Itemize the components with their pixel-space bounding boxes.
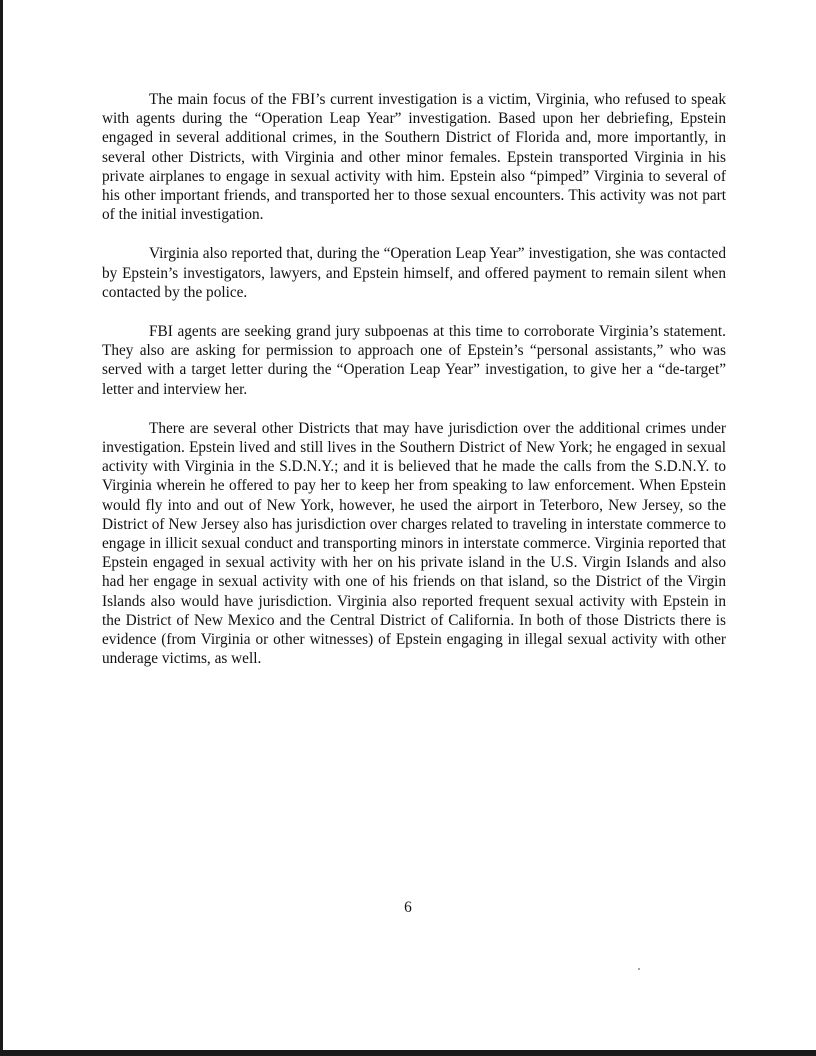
scan-edge-bottom (0, 1050, 816, 1056)
paragraph-subpoenas: FBI agents are seeking grand jury subpoenas at this time to corroborate Virginia’s statement. They also are asking for permission to approach one of Epstein’s “personal assistants,” who was served with a target letter during the “Operation Leap Year” investigation, to give her a “de-target” letter and interview her. (102, 323, 726, 398)
page-number: 6 (404, 899, 412, 916)
paragraph-fbi-focus: The main focus of the FBI’s current investigation is a victim, Virginia, who refused to speak with agents during the “Operation Leap Year” investigation. Based upon her debriefing, Epstein engaged in several additional crimes, in the Southern District of Florida and, more importantly, in several other Districts, with Virginia and other minor females. Epstein transported Virginia in his private airplanes to engage in sexual activity with him. Epstein also “pimped” Virginia to several of his other important friends, and transported her to those sexual encounters. This activity was not part of the initial investigation. (102, 91, 726, 224)
paragraph-payment-offer: Virginia also reported that, during the “Operation Leap Year” investigation, she was contacted by Epstein’s investigators, lawyers, and Epstein himself, and offered payment to remain silent when contacted by the police. (102, 245, 726, 301)
paragraph-jurisdiction: There are several other Districts that may have jurisdiction over the additional crimes under investigation. Epstein lived and still lives in the Southern District of New York; he engaged in sexual activity with Virginia in the S.D.N.Y.; and it is believed that he made the calls from the S.D.N.Y. to Virginia wherein he offered to pay her to keep her from speaking to law enforcement. When Epstein would fly into and out of New York, however, he used the airport in Teterboro, New Jersey, so the District of New Jersey also has jurisdiction over charges related to traveling in interstate commerce to engage in illicit sexual conduct and transporting minors in interstate commerce. Virginia reported that Epstein engaged in sexual activity with her on his private island in the U.S. Virgin Islands and also had her engage in sexual activity with one of his friends on that island, so the District of the Virgin Islands also would have jurisdiction. Virginia also reported frequent sexual activity with Epstein in the District of New Mexico and the Central District of California. In both of those Districts there is evidence (from Virginia or other witnesses) of Epstein engaging in illegal sexual activity with other underage victims, as well. (102, 419, 726, 668)
scan-speck (638, 968, 640, 970)
document-body (102, 90, 726, 688)
